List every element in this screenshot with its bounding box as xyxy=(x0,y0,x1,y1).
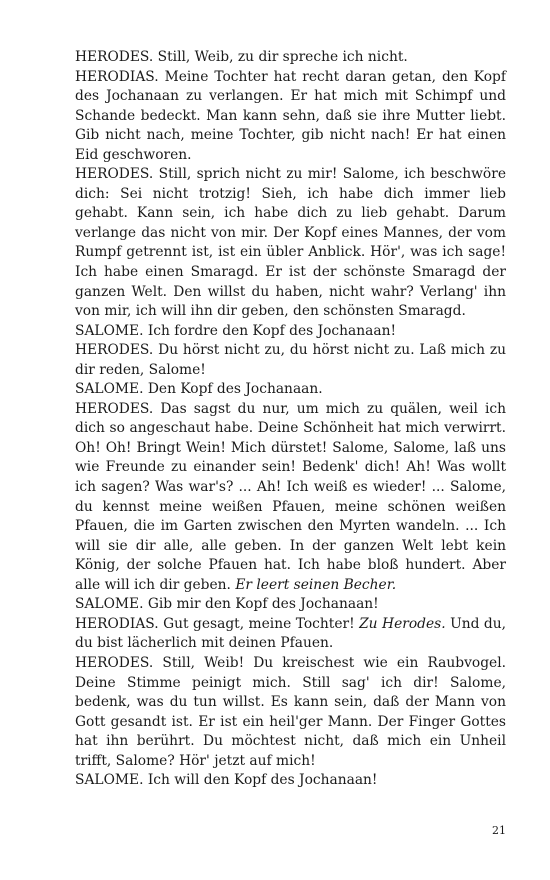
dialogue-text: HERODES. Das sagst du nur, um mich zu quälen, weil ich dich so angeschaut habe. Deine Schönheit hat mich verwirrt. Oh! Oh! Bringt Wein! Mich dürstet! Salome, Salome, laß uns wie Freunde zu einander sein! Bedenk' dich! Ah! Was wollt ich sagen? Was war's? ... Ah! Ich weiß es wieder! ... Salome, du kennst meine weißen Pfauen, meine schönen weißen Pfauen, die im Garten zwischen den Myrten wandeln. ... Ich will sie dir alle, alle geben. In der ganzen Welt lebt kein König, der solche Pfauen hat. Ich habe bloß hundert. Aber alle will ich dir geben. xyxy=(75,400,506,593)
dialogue-paragraph xyxy=(75,615,506,654)
dialogue-text: HERODIAS. Gut gesagt, meine Tochter! xyxy=(75,615,360,632)
dialogue-text: HERODIAS. Meine Tochter hat recht daran getan, den Kopf des Jochanaan zu verlangen. Er hat mich mit Schimpf und Schande bedeckt. Man kann sehn, daß sie ihre Mutter liebt. Gib nicht nach, meine Tochter, gib nicht nach! Er hat einen Eid geschworen. xyxy=(75,68,506,163)
dialogue-text: SALOME. Den Kopf des Jochanaan. xyxy=(75,381,323,398)
dialogue-paragraph xyxy=(75,380,506,400)
dialogue-paragraph xyxy=(75,654,506,771)
stage-direction: Er leert seinen Becher. xyxy=(235,576,397,593)
page-number: 21 xyxy=(492,824,506,837)
dialogue-text: SALOME. Ich will den Kopf des Jochanaan! xyxy=(75,772,378,789)
dialogue-text: HERODES. Du hörst nicht zu, du hörst nicht zu. Laß mich zu dir reden, Salome! xyxy=(75,342,506,378)
dialogue-paragraph xyxy=(75,68,506,166)
dialogue-paragraph xyxy=(75,341,506,380)
dialogue-paragraph xyxy=(75,595,506,615)
dialogue-text: SALOME. Gib mir den Kopf des Jochanaan! xyxy=(75,596,379,613)
dialogue-paragraph xyxy=(75,48,506,68)
dialogue-text: SALOME. Ich fordre den Kopf des Jochanaan! xyxy=(75,322,397,339)
dialogue-paragraph xyxy=(75,322,506,342)
dialogue-paragraph xyxy=(75,771,506,791)
dialogue-text: HERODES. Still, Weib, zu dir spreche ich nicht. xyxy=(75,49,408,65)
dialogue-text: HERODES. Still, sprich nicht zu mir! Salome, ich beschwöre dich: Sei nicht trotzig! Sieh, ich habe dich immer lieb gehabt. Kann sein, ich habe dich zu lieb gehabt. Darum verlange das nicht von mir. Der Kopf eines Mannes, der vom Rumpf getrennt ist, ist ein übler Anblick. Hör', was ich sage! Ich habe einen Smaragd. Er ist der schönste Smaragd der ganzen Welt. Den willst du haben, nicht wahr? Verlang' ihn von mir, ich will ihn dir geben, den schönsten Smaragd. xyxy=(75,166,506,320)
body-text xyxy=(75,48,506,791)
dialogue-paragraph xyxy=(75,165,506,321)
dialogue-text: Und du, du bist lächerlich mit deinen Pfauen. xyxy=(75,615,506,652)
dialogue-text: HERODES. Still, Weib! Du kreischest wie ein Raubvogel. Deine Stimme peinigt mich. Still sag' ich dir! Salome, bedenk, was du tun willst. Es kann sein, daß der Mann von Gott gesandt ist. Er ist ein heil'ger Mann. Der Finger Gottes hat ihn berührt. Du möchtest nicht, daß mich ein Unheil trifft, Salome? Hör' jetzt auf mich! xyxy=(75,654,506,769)
dialogue-paragraph xyxy=(75,400,506,595)
stage-direction: Zu Herodes. xyxy=(359,615,446,632)
